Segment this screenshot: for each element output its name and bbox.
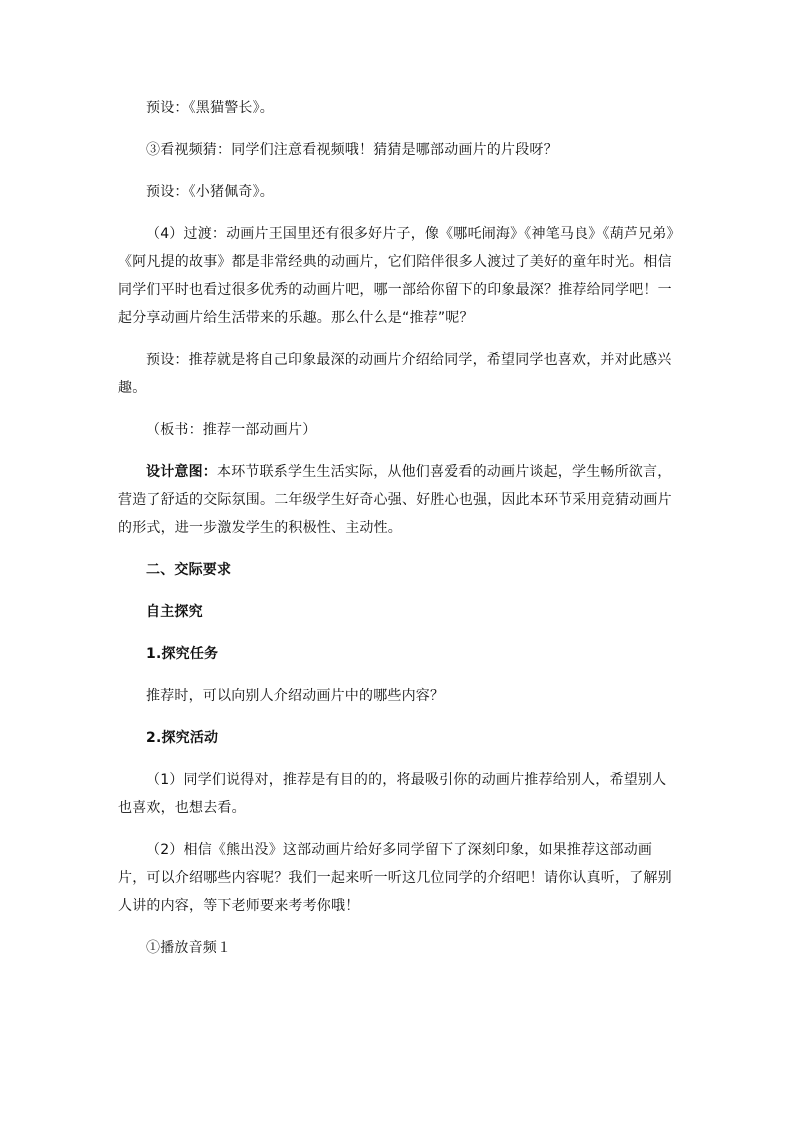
activity-heading: 2.探究活动 bbox=[146, 730, 219, 746]
section-heading: 二、交际要求 bbox=[146, 562, 232, 578]
paragraph-play-audio: ①播放音频１ bbox=[146, 940, 232, 956]
paragraph-board-note: （板书：推荐一部动画片） bbox=[146, 422, 317, 438]
design-intent-text: 本环节联系学生生活实际，从他们喜爱看的动画片谈起，学生畅所欲言，营造了舒适的交际氛围。二年级学生好奇心强、好胜心也强，因此本环节采用竞猜动画片的形式，进一步激发学生的积极性、主动性。 bbox=[118, 464, 672, 536]
paragraph-activity-1: （1）同学们说得对，推荐是有目的的，将最吸引你的动画片推荐给别人，希望别人也喜欢，也想去看。 bbox=[118, 772, 667, 816]
subsection-heading: 自主探究 bbox=[146, 604, 203, 620]
document-body bbox=[118, 94, 678, 976]
paragraph-design-intent bbox=[118, 458, 678, 542]
paragraph-task-question: 推荐时，可以向别人介绍动画片中的哪些内容？ bbox=[146, 688, 445, 704]
paragraph-activity-2: （2）相信《熊出没》这部动画片给好多同学留下了深刻印象，如果推荐这部动画片，可以介绍哪些内容呢？我们一起来听一听这几位同学的介绍吧！请你认真听，了解别人讲的内容，等下老师要来考考你哦！ bbox=[118, 842, 672, 914]
paragraph-preset-2: 预设：《小猪佩奇》。 bbox=[146, 184, 274, 200]
design-intent-label: 设计意图： bbox=[146, 464, 217, 480]
paragraph-transition: （4）过渡：动画片王国里还有很多好片子，像《哪吒闹海》《神笔马良》《葫芦兄弟》《阿凡提的故事》都是非常经典的动画片，它们陪伴很多人渡过了美好的童年时光。相信同学们平时也看过很多优秀的动画片吧，哪一部给你留下的印象最深？推荐给同学吧！一起分享动画片给生活带来的乐趣。那么什么是“推荐”呢？ bbox=[118, 226, 674, 326]
paragraph-preset-1: 预设：《黑猫警长》。 bbox=[146, 100, 274, 116]
task-heading: 1.探究任务 bbox=[146, 646, 219, 662]
paragraph-video-guess: ③看视频猜：同学们注意看视频哦！猜猜是哪部动画片的片段呀？ bbox=[146, 142, 558, 158]
paragraph-preset-3: 预设：推荐就是将自己印象最深的动画片介绍给同学，希望同学也喜欢，并对此感兴趣。 bbox=[118, 352, 672, 396]
